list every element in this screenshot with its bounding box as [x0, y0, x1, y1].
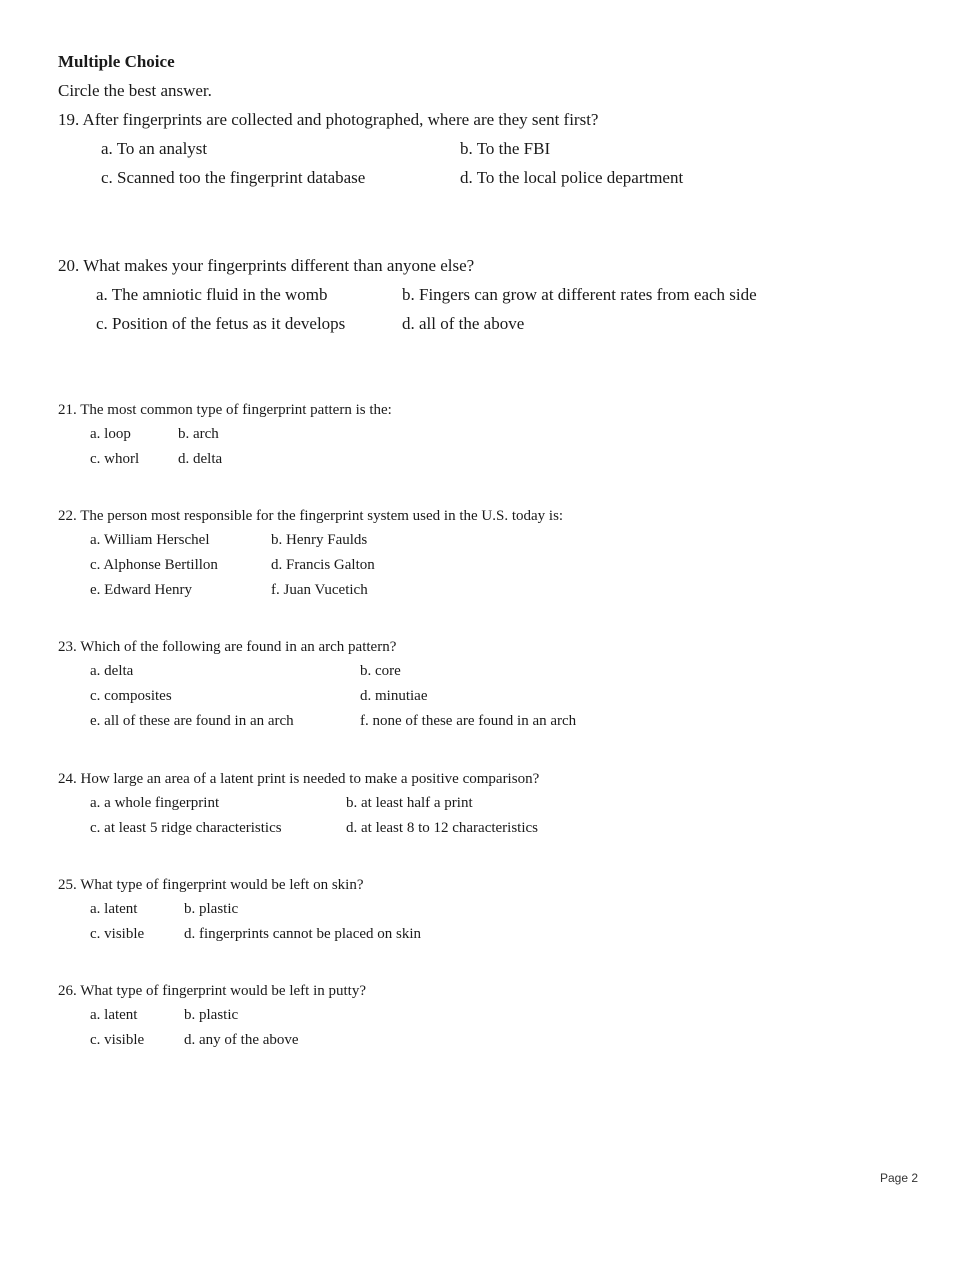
question-text: 25. What type of fingerprint would be left on skin? — [58, 877, 364, 893]
option-d[interactable]: d. minutiae — [360, 688, 428, 704]
option-b[interactable]: b. Fingers can grow at different rates from each side — [402, 285, 757, 304]
page-number: Page 2 — [880, 1171, 919, 1185]
option-b[interactable]: b. plastic — [184, 901, 239, 917]
option-d[interactable]: d. fingerprints cannot be placed on skin — [184, 926, 422, 942]
option-e[interactable]: e. Edward Henry — [90, 582, 193, 598]
option-c[interactable]: c. Position of the fetus as it develops — [96, 314, 346, 333]
option-a[interactable]: a. To an analyst — [101, 139, 208, 158]
option-f[interactable]: f. Juan Vucetich — [271, 582, 368, 598]
option-c[interactable]: c. visible — [90, 926, 145, 942]
option-a[interactable]: a. a whole fingerprint — [90, 795, 220, 811]
question-text: 26. What type of fingerprint would be left in putty? — [58, 983, 366, 999]
option-c[interactable]: c. whorl — [90, 451, 140, 467]
question-text: 20. What makes your fingerprints different than anyone else? — [58, 256, 475, 275]
option-d[interactable]: d. To the local police department — [460, 168, 684, 187]
option-b[interactable]: b. To the FBI — [460, 139, 551, 158]
option-d[interactable]: d. delta — [178, 451, 223, 467]
question-text: 23. Which of the following are found in an arch pattern? — [58, 639, 397, 655]
option-b[interactable]: b. core — [360, 663, 401, 679]
option-b[interactable]: b. Henry Faulds — [271, 532, 368, 548]
question-text: 22. The person most responsible for the fingerprint system used in the U.S. today is: — [58, 508, 564, 524]
option-e[interactable]: e. all of these are found in an arch — [90, 713, 294, 729]
question-text: 19. After fingerprints are collected and photographed, where are they sent first? — [58, 110, 599, 129]
option-a[interactable]: a. The amniotic fluid in the womb — [96, 285, 328, 304]
option-a[interactable]: a. loop — [90, 426, 131, 442]
option-b[interactable]: b. at least half a print — [346, 795, 473, 811]
question-text: 24. How large an area of a latent print is needed to make a positive comparison? — [58, 771, 540, 787]
question-text: 21. The most common type of fingerprint pattern is the: — [58, 402, 392, 418]
option-d[interactable]: d. any of the above — [184, 1032, 299, 1048]
option-b[interactable]: b. arch — [178, 426, 219, 442]
option-c[interactable]: c. at least 5 ridge characteristics — [90, 820, 282, 836]
option-a[interactable]: a. delta — [90, 663, 134, 679]
option-c[interactable]: c. Scanned too the fingerprint database — [101, 168, 366, 187]
option-c[interactable]: c. composites — [90, 688, 172, 704]
option-d[interactable]: d. at least 8 to 12 characteristics — [346, 820, 539, 836]
option-a[interactable]: a. latent — [90, 1007, 138, 1023]
option-a[interactable]: a. latent — [90, 901, 138, 917]
option-d[interactable]: d. all of the above — [402, 314, 525, 333]
option-f[interactable]: f. none of these are found in an arch — [360, 713, 577, 729]
option-d[interactable]: d. Francis Galton — [271, 557, 375, 573]
section-title: Multiple Choice — [58, 52, 175, 71]
option-c[interactable]: c. visible — [90, 1032, 145, 1048]
option-b[interactable]: b. plastic — [184, 1007, 239, 1023]
option-a[interactable]: a. William Herschel — [90, 532, 210, 548]
option-c[interactable]: c. Alphonse Bertillon — [90, 557, 218, 573]
instructions: Circle the best answer. — [58, 81, 212, 100]
